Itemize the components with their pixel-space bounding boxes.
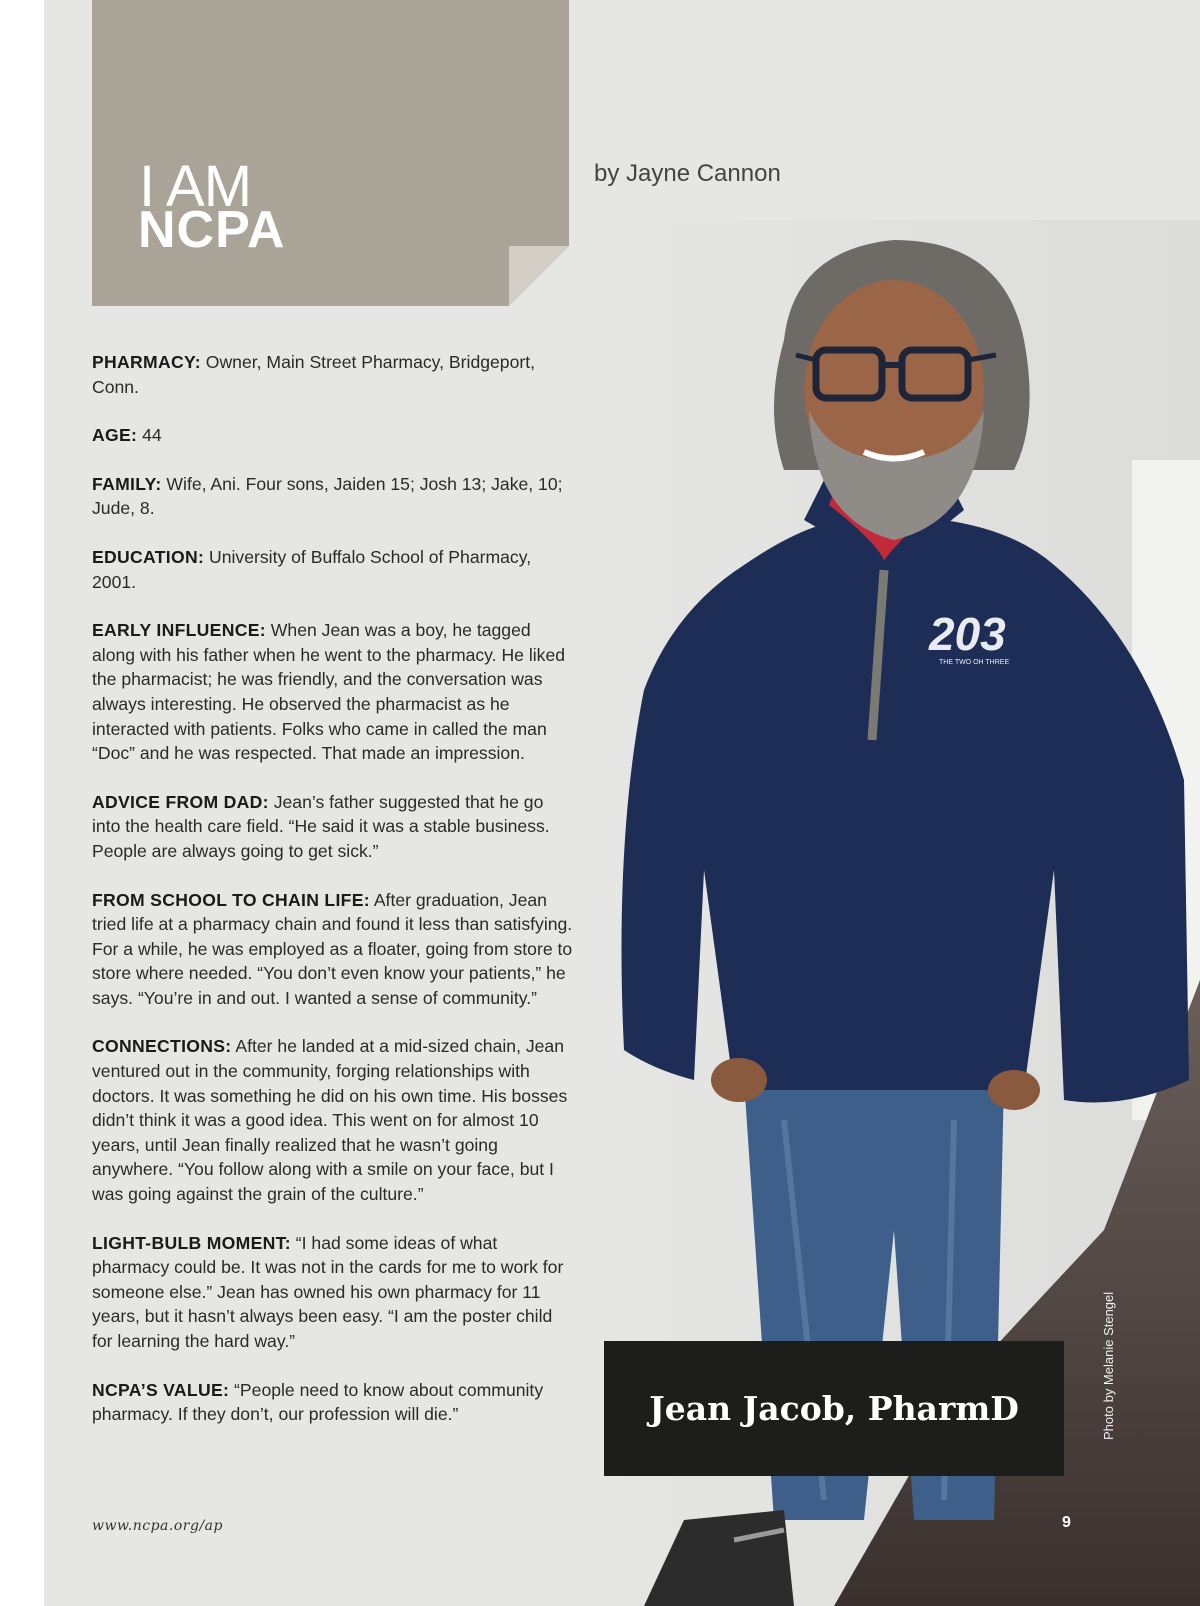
value-education: University of Buffalo School of Pharmacy, 2001. [92,546,532,592]
value-ncpa-value: “People need to know about community pharmacy. If they don’t, our profession will die.” [92,1379,544,1425]
profile-pharmacy [92,350,574,399]
profile-connections [92,1034,574,1206]
profile-early-influence [92,618,574,766]
label-education: EDUCATION: [92,546,205,567]
footer-url[interactable]: www.ncpa.org/ap [92,1518,223,1534]
value-early-influence: When Jean was a boy, he tagged along with his father when he went to the pharmacy. He liked the pharmacist; he was friendly, and the conversation was always interesting. He observed the pharmacist as he interacted with patients. Folks who came in called the man “Doc” and he was respected. That made an impression. [92,620,566,764]
label-light-bulb-moment: LIGHT-BULB MOMENT: [92,1232,291,1253]
caption-box [604,1341,1064,1476]
header-block [92,0,569,306]
sweatshirt-tagline: THE TWO OH THREE [939,659,1010,666]
page-fold-decoration [509,246,569,306]
label-school-to-chain: FROM SCHOOL TO CHAIN LIFE: [92,889,370,910]
logo-ncpa: NCPA [138,201,286,259]
profile-ncpa-value [92,1378,574,1427]
profile-advice-from-dad [92,790,574,864]
logo-i-am: I AM [139,154,252,219]
value-pharmacy: Owner, Main Street Pharmacy, Bridgeport, Conn. [92,352,535,397]
profile-family [92,472,574,521]
left-hand [711,1058,767,1102]
magazine-page [44,0,1200,1606]
page-number: 9 [1062,1514,1071,1531]
label-age: AGE: [92,425,138,446]
byline: by Jayne Cannon [594,160,781,187]
value-advice-from-dad: Jean’s father suggested that he go into the health care field. “He said it was a stable business. People are always going to get sick.” [92,791,550,861]
profile-light-bulb-moment [92,1231,574,1354]
label-advice-from-dad: ADVICE FROM DAD: [92,791,269,812]
label-family: FAMILY: [92,473,162,494]
profile-text [92,350,574,1451]
value-family: Wife, Ani. Four sons, Jaiden 15; Josh 13; Jake, 10; Jude, 8. [92,473,563,519]
label-connections: CONNECTIONS: [92,1036,232,1057]
value-light-bulb-moment: “I had some ideas of what pharmacy could be. It was not in the cards for me to work for someone else.” Jean has owned his own pharmacy for 11 years, but it hasn’t always been easy. “I am the poster child for learning the hard way.” [92,1232,564,1351]
label-early-influence: EARLY INFLUENCE: [92,620,266,641]
person-name: Jean Jacob, PharmD [649,1389,1019,1428]
value-connections: After he landed at a mid-sized chain, Jean ventured out in the community, forging relationships with doctors. It was something he did on his own time. His bosses didn’t think it was a good idea. This went on for almost 10 years, until Jean finally realized that he wasn’t going anywhere. “You follow along with a smile on your face, but I was going against the grain of the culture.” [92,1036,568,1205]
label-ncpa-value: NCPA’S VALUE: [92,1379,230,1400]
value-school-to-chain: After graduation, Jean tried life at a pharmacy chain and found it less than satisfying. For a while, he was employed as a floater, going from store to store where needed. “You don’t even know your patients,” he says. “You’re in and out. I wanted a sense of community.” [92,889,573,1008]
photo-credit: Photo by Melanie Stengel [1101,1291,1116,1440]
profile-education [92,545,574,594]
right-hand [988,1070,1040,1110]
profile-school-to-chain [92,888,574,1011]
label-pharmacy: PHARMACY: [92,352,201,372]
value-age: 44 [137,425,162,446]
profile-age [92,423,574,448]
sweatshirt-logo: 203 [929,608,1006,660]
